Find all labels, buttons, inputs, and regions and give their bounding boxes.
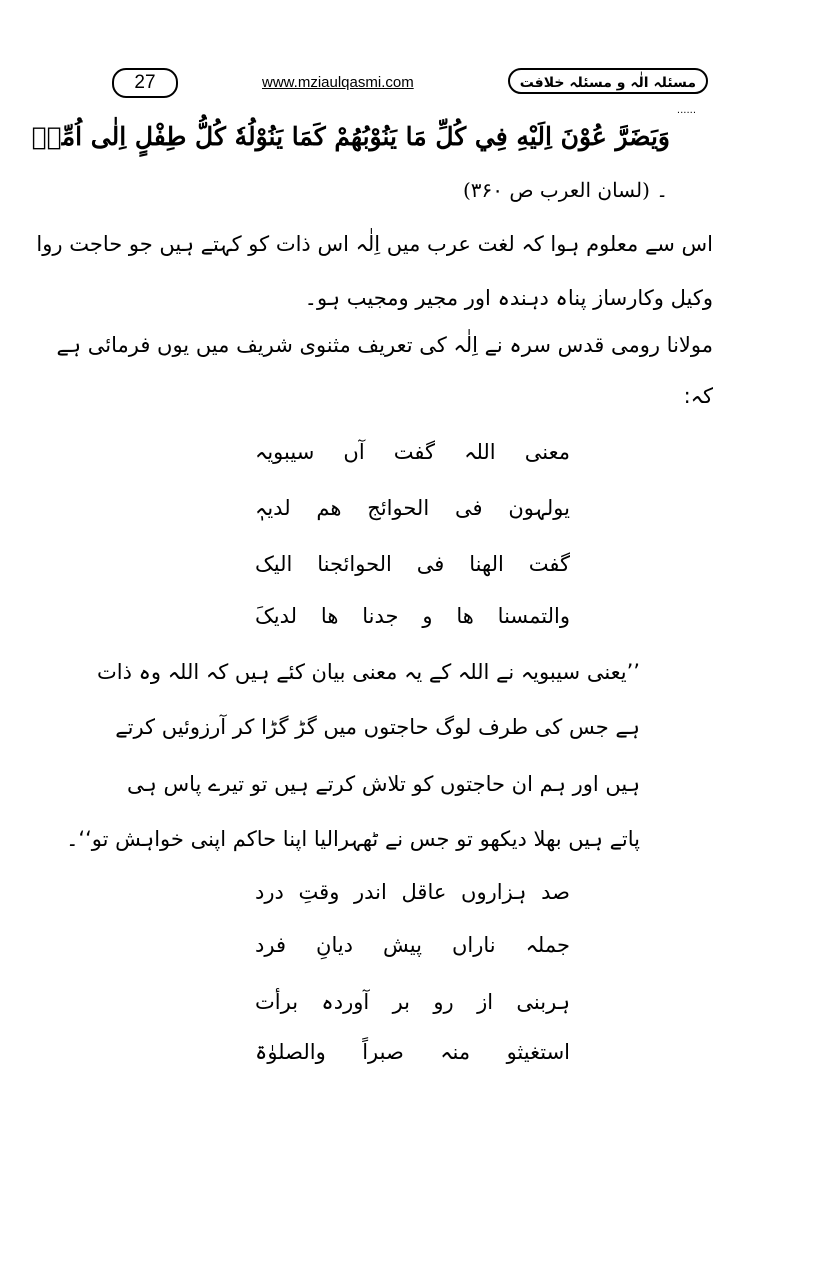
verse-word: ہربنی [516, 990, 570, 1014]
verse-word: الحوائجنا [317, 552, 392, 576]
verse-word: ھا [320, 604, 339, 628]
verse-word: ہزاروں [461, 880, 527, 904]
verse-word: دیانِ [316, 933, 354, 957]
translation-line: پاتے ہیں بھلا دیکھو تو جس نے ٹھہرالیا اپنا حاکم اپنی خواہش تو‘‘۔ [66, 827, 640, 851]
verse-word: پیش [383, 933, 422, 957]
translation-line: ہیں اور ہم ان حاجتوں کو تلاش کرتے ہیں تو تیرے پاس ہی [126, 772, 640, 796]
verse-word: الھنا [469, 552, 504, 576]
verse-line [255, 1040, 570, 1064]
verse-word: بر [392, 990, 411, 1014]
verse-word: صد [541, 880, 570, 904]
verse-word: اندر [354, 880, 387, 904]
verse-word: لدیہٖ [255, 496, 291, 520]
paragraph-line: کہ: [683, 384, 713, 408]
verse-line [255, 933, 570, 957]
verse-word: جملہ [525, 933, 570, 957]
verse-word: و [422, 604, 433, 628]
verse-line [255, 880, 570, 904]
verse-word: سیبویہ [255, 440, 315, 464]
verse-word: درد [255, 880, 284, 904]
verse-word: رو [433, 990, 454, 1014]
verse-word: فی [454, 496, 483, 520]
verse-word: ناراں [451, 933, 496, 957]
verse-word: عاقل [401, 880, 447, 904]
site-url-link[interactable]: www.mziaulqasmi.com [262, 74, 414, 91]
verse-line [255, 604, 570, 628]
verse-word: الیک [255, 552, 293, 576]
paragraph-line: مولانا رومی قدس سرہ نے اِلٰہ کی تعریف مثنوی شریف میں یوں فرمائی ہے [56, 333, 713, 357]
verse-word: ھم [316, 496, 342, 520]
verse-word: گفت [528, 552, 570, 576]
verse-word: برأت [255, 990, 299, 1014]
verse-word: گفت [393, 440, 436, 464]
verse-word: والصلوٰۃ [255, 1040, 326, 1064]
arabic-quote: وَيَضَرَّ عُوْنَ اِلَيْهِ فِي كُلِّ مَا يَنُوْبُهُمْ كَمَا يَنُوْلُهٗ كُلُّ طِفْلٍ اِلٰی اُمِّهٖ [31, 122, 670, 151]
reference: ۔ (لسان العرب ص ۳۶۰) [462, 178, 668, 202]
verse-word: استغیثو [506, 1040, 570, 1064]
verse-word: والتمسنا [497, 604, 570, 628]
book-title-text: مسئلہ الٰہ و مسئلہ خلافت [519, 75, 696, 91]
verse-word: آں [343, 440, 365, 464]
verse-word: از [477, 990, 494, 1014]
paragraph-line: وکیل وکارساز پناہ دہندہ اور مجیر ومجیب ہو۔ [304, 286, 713, 310]
book-title [508, 68, 708, 116]
verse-word: ھا [456, 604, 474, 628]
verse-word: فرد [255, 933, 287, 957]
book-title-tail: ...... [676, 105, 696, 116]
verse-word: صبراً [362, 1040, 404, 1064]
verse-word: جدنا [362, 604, 399, 628]
verse-word: معنی [524, 440, 570, 464]
verse-word: الحوائج [367, 496, 430, 520]
verse-word: یولہون [508, 496, 570, 520]
verse-word: اللہ [464, 440, 496, 464]
paragraph-line: اس سے معلوم ہوا کہ لغت عرب میں اِلٰہ اس ذات کو کہتے ہیں جو حاجت روا [36, 232, 713, 256]
verse-word: فی [416, 552, 445, 576]
page-number: 27 [112, 68, 178, 98]
verse-line [255, 496, 570, 520]
translation-line: ’’یعنی سیبویہ نے اللہ کے یہ معنی بیان کئے ہیں کہ اللہ وہ ذات [97, 660, 640, 684]
verse-word: وقتِ [298, 880, 340, 904]
verse-line [255, 990, 570, 1014]
translation-line: ہے جس کی طرف لوگ حاجتوں میں گڑ گڑا کر آرزوئیں کرتے [115, 715, 640, 739]
verse-word: آوردہ [321, 990, 370, 1014]
verse-word: لدیکَ [255, 604, 298, 628]
verse-word: منہ [440, 1040, 471, 1064]
verse-line [255, 440, 570, 464]
verse-line [255, 552, 570, 576]
